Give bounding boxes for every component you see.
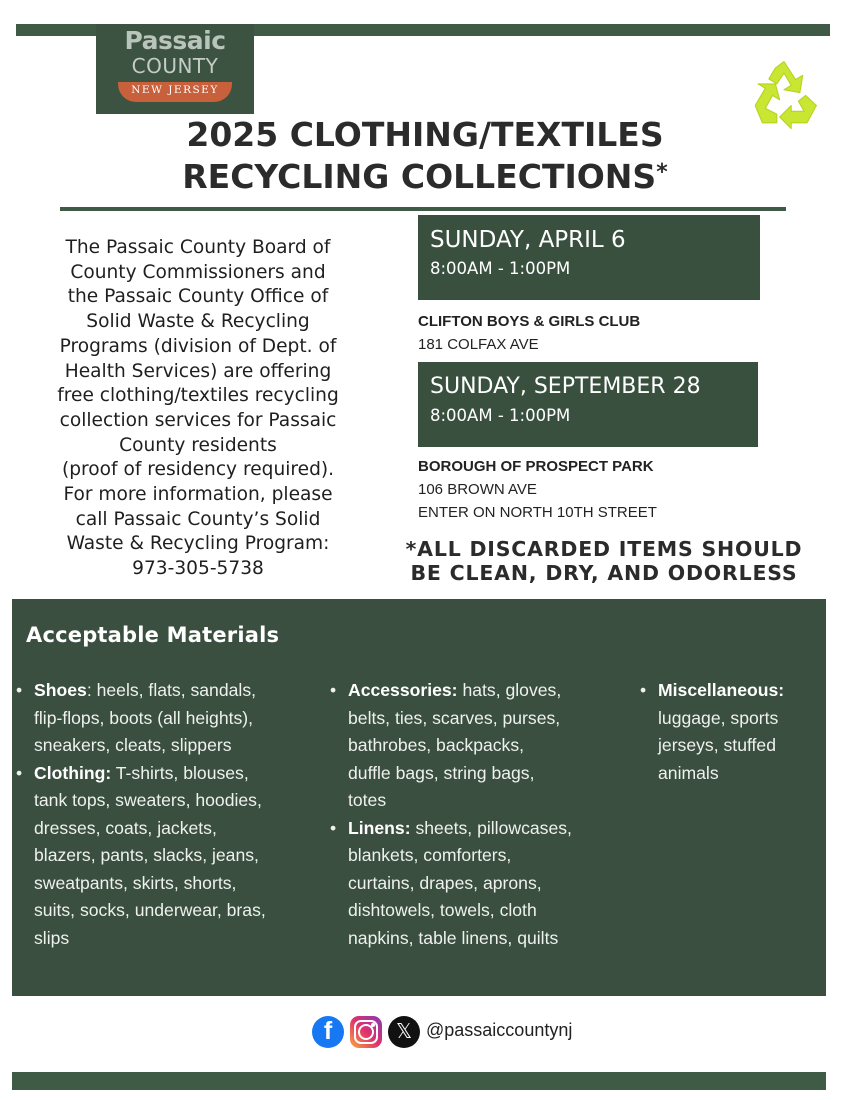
- material-text: animals: [658, 762, 719, 783]
- material-text: totes: [348, 790, 387, 810]
- intro-line: the Passaic County Office of: [67, 286, 329, 308]
- materials-column-3: [636, 677, 808, 787]
- facebook-icon[interactable]: [312, 1016, 344, 1048]
- intro-line: County residents: [119, 434, 277, 456]
- x-icon[interactable]: [388, 1016, 420, 1048]
- bullet: •: [330, 817, 337, 838]
- intro-paragraph: [16, 236, 380, 582]
- note-line-2: BE CLEAN, DRY, AND ODORLESS: [410, 561, 798, 585]
- cleanliness-note: [380, 537, 828, 585]
- logo-line-2: COUNTY: [131, 54, 219, 78]
- material-text: blazers, pants, slacks, jeans,: [34, 845, 259, 865]
- material-text: luggage, sports: [658, 707, 779, 728]
- event-1-date: SUNDAY, APRIL 6: [430, 227, 626, 253]
- event-2-venue: BOROUGH OF PROSPECT PARK: [418, 458, 654, 475]
- logo-band: [118, 82, 232, 102]
- material-miscellaneous: [636, 677, 808, 787]
- intro-line: (proof of residency required).: [61, 459, 335, 481]
- intro-line: Health Services) are offering: [64, 360, 332, 382]
- material-text: sheets, pillowcases,: [415, 817, 572, 838]
- event-1-location: [418, 310, 640, 356]
- event-1-time: 8:00AM - 1:00PM: [430, 259, 571, 278]
- logo-line-3: NEW JERSEY: [131, 84, 219, 96]
- material-text: T-shirts, blouses,: [115, 762, 249, 783]
- social-handle[interactable]: @passaiccountynj: [426, 1020, 573, 1040]
- material-text: hats, gloves,: [462, 680, 562, 700]
- intro-line: For more information, please: [63, 484, 333, 506]
- material-shoes: [12, 677, 322, 760]
- event-2-address: 106 BROWN AVE: [418, 481, 537, 498]
- event-1-date-box: [418, 215, 760, 300]
- title-rule: [60, 207, 786, 211]
- acceptable-materials-panel: [12, 599, 826, 996]
- intro-line: Solid Waste & Recycling: [86, 311, 310, 333]
- event-1-address: 181 COLFAX AVE: [418, 336, 539, 353]
- bottom-bar: [12, 1072, 826, 1090]
- bullet: •: [640, 680, 647, 700]
- bullet: •: [16, 762, 23, 783]
- intro-line: free clothing/textiles recycling: [57, 385, 339, 407]
- intro-line: The Passaic County Board of: [65, 237, 331, 258]
- material-text: duffle bags, string bags,: [348, 762, 535, 783]
- intro-line: collection services for Passaic: [59, 409, 337, 431]
- material-text: blankets, comforters,: [348, 845, 512, 865]
- material-text: bathrobes, backpacks,: [348, 735, 525, 755]
- material-clothing: [12, 760, 322, 953]
- material-text: curtains, drapes, aprons,: [348, 872, 542, 893]
- event-2-date: SUNDAY, SEPTEMBER 28: [430, 374, 701, 399]
- material-text: heels, flats, sandals,: [96, 680, 257, 700]
- title-line-2: [100, 156, 750, 198]
- material-text: flip-flops, boots (all heights),: [34, 707, 254, 728]
- title-line-2-text: RECYCLING COLLECTIONS: [182, 157, 657, 196]
- material-label: Miscellaneous:: [658, 680, 785, 700]
- materials-column-1: [12, 677, 322, 952]
- event-2-date-box: [418, 362, 758, 447]
- instagram-dot: [371, 1023, 375, 1027]
- material-text: jerseys, stuffed: [658, 735, 777, 755]
- bullet: •: [16, 680, 23, 700]
- event-1-venue: CLIFTON BOYS & GIRLS CLUB: [418, 313, 641, 330]
- event-2-time: 8:00AM - 1:00PM: [430, 406, 571, 425]
- intro-phone: 973-305-5738: [132, 558, 264, 580]
- material-text: slips: [34, 927, 70, 948]
- material-text: sweatpants, skirts, shorts,: [34, 872, 237, 893]
- recycle-icon: [746, 58, 822, 130]
- logo-line-1: Passaic: [124, 26, 226, 55]
- facebook-glyph: f: [323, 1017, 333, 1045]
- material-label: Linens:: [348, 817, 411, 838]
- passaic-county-logo: [96, 24, 254, 114]
- intro-line: call Passaic County’s Solid: [75, 508, 321, 530]
- material-text: suits, socks, underwear, bras,: [34, 900, 266, 920]
- materials-column-2: [326, 677, 614, 952]
- event-2-location: [418, 455, 657, 524]
- material-text: napkins, table linens, quilts: [348, 927, 559, 948]
- intro-line: Waste & Recycling Program:: [66, 533, 330, 555]
- material-label: Clothing:: [34, 762, 112, 783]
- material-text: belts, ties, scarves, purses,: [348, 707, 561, 728]
- title-line-1: 2025 CLOTHING/TEXTILES: [186, 115, 664, 154]
- material-accessories: [326, 677, 614, 815]
- event-2-entrance: ENTER ON NORTH 10TH STREET: [418, 504, 657, 521]
- bullet: •: [330, 680, 337, 700]
- material-sep: :: [86, 680, 97, 700]
- material-linens: [326, 815, 614, 953]
- page-title: [100, 114, 750, 198]
- title-asterisk: *: [656, 160, 668, 185]
- intro-line: Programs (division of Dept. of: [59, 335, 337, 357]
- material-text: dishtowels, towels, cloth: [348, 900, 537, 920]
- material-text: dresses, coats, jackets,: [34, 817, 217, 838]
- intro-line: County Commissioners and: [70, 261, 326, 283]
- material-text: sneakers, cleats, slippers: [34, 735, 232, 755]
- x-glyph: 𝕏: [395, 1019, 413, 1043]
- material-label: Accessories:: [348, 680, 458, 700]
- material-label: Shoes: [34, 680, 87, 700]
- instagram-icon[interactable]: [350, 1016, 382, 1048]
- materials-title: Acceptable Materials: [26, 623, 280, 647]
- note-line-1: *ALL DISCARDED ITEMS SHOULD: [405, 537, 803, 561]
- material-text: tank tops, sweaters, hoodies,: [34, 790, 262, 810]
